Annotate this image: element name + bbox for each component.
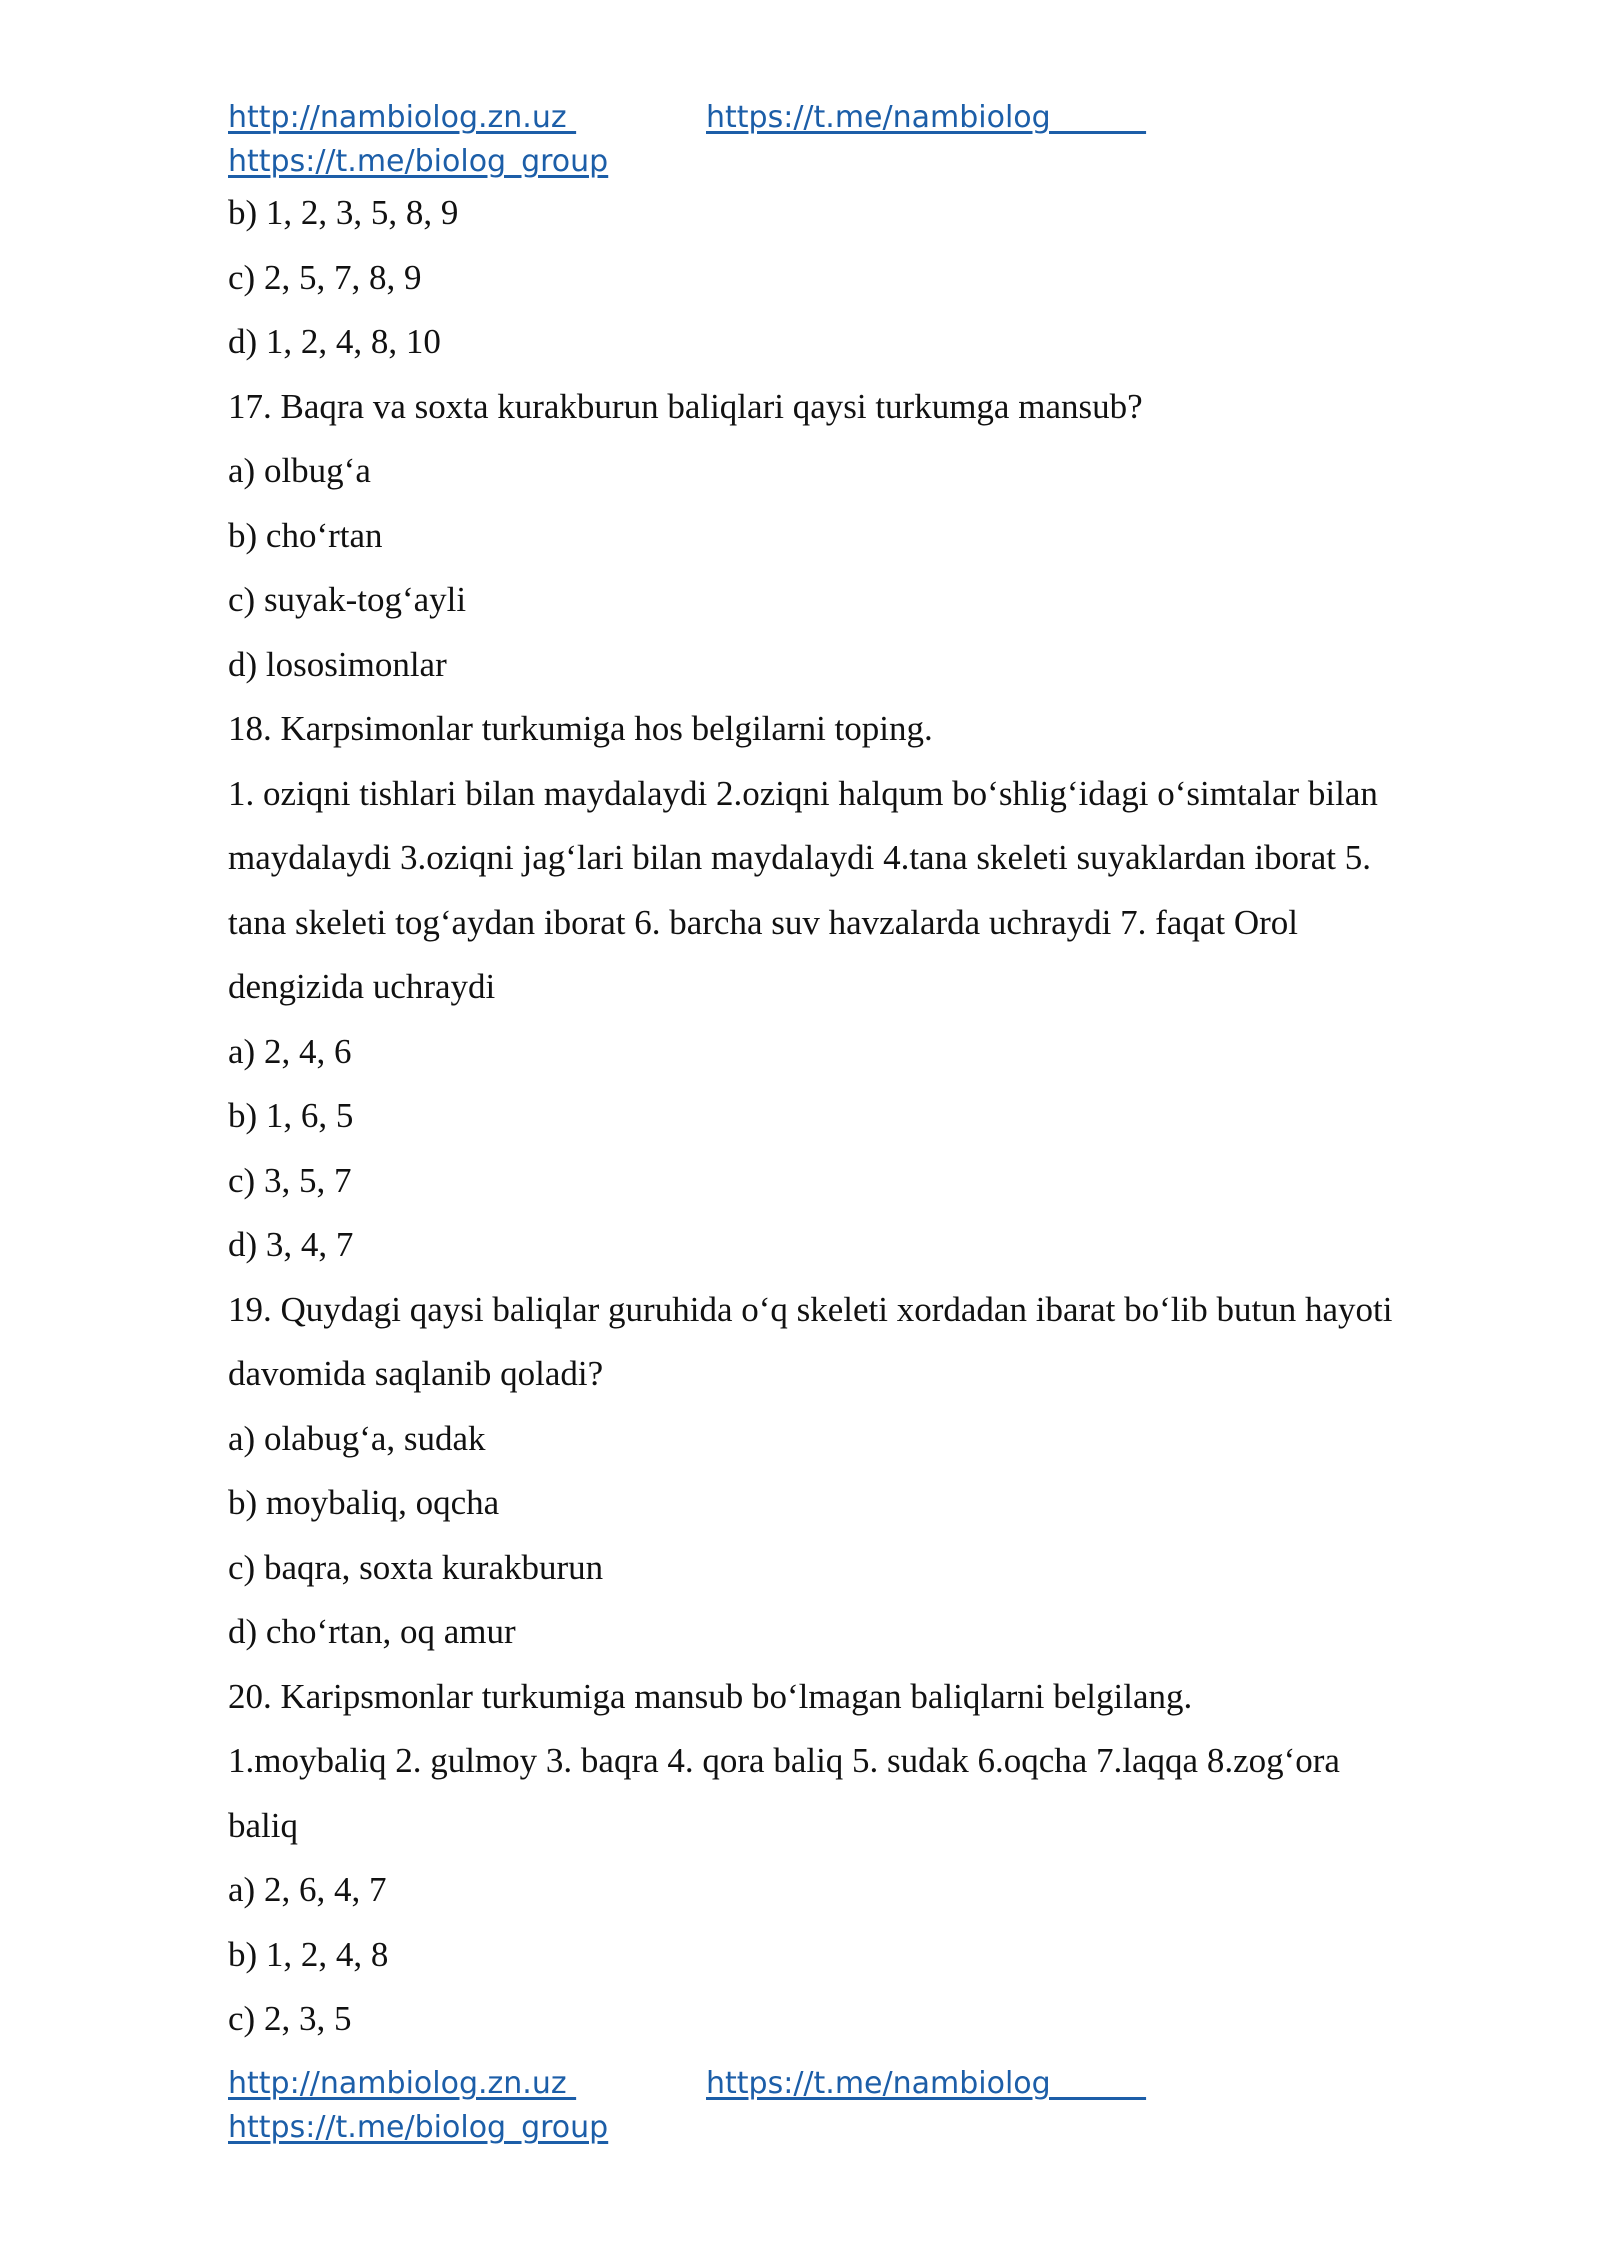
question-text-line: dengizida uchraydi [228,967,496,1006]
question-20: 20. Karipsmonlar turkumiga mansub bo‘lmagan baliqlarni belgilang. [228,1676,1193,1716]
answer-option: d) cho‘rtan, oq amur [228,1612,516,1651]
header-link-group[interactable]: https://t.me/biolog_group [228,144,609,179]
footer-link-site[interactable]: http://nambiolog.zn.uz [228,2066,577,2101]
answer-option: c) 2, 3, 5 [228,1999,352,2038]
answer-option: a) 2, 6, 4, 7 [228,1870,387,1909]
answer-option: a) olbug‘a [228,451,371,490]
answer-option: a) olabug‘a, sudak [228,1418,486,1458]
answer-option: b) 1, 2, 4, 8 [228,1934,389,1974]
question-text-line: maydalaydi 3.oziqni jag‘lari bilan maydalaydi 4.tana skeleti suyaklardan iborat 5. [228,838,1371,877]
footer-link-telegram[interactable]: https://t.me/nambiolog [706,2066,1147,2101]
document-body [228,181,1478,2052]
question-text-line: davomida saqlanib qoladi? [228,1354,604,1393]
question-text-line: 1.moybaliq 2. gulmoy 3. baqra 4. qora baliq 5. sudak 6.oqcha 7.laqqa 8.zog‘ora [228,1741,1340,1780]
question-17: 17. Baqra va soxta kurakburun baliqlari qaysi turkumga mansub? [228,386,1143,426]
answer-option: d) lososimonlar [228,644,447,684]
answer-option: b) 1, 2, 3, 5, 8, 9 [228,193,459,232]
answer-option: b) moybaliq, oqcha [228,1483,500,1522]
answer-option: a) 2, 4, 6 [228,1031,352,1071]
header-link-site[interactable]: http://nambiolog.zn.uz [228,100,577,135]
question-text-line: 1. oziqni tishlari bilan maydalaydi 2.oziqni halqum bo‘shlig‘idagi o‘simtalar bilan [228,773,1378,813]
answer-option: b) 1, 6, 5 [228,1096,354,1135]
answer-option: d) 3, 4, 7 [228,1225,354,1264]
answer-option: c) suyak-tog‘ayli [228,580,467,619]
answer-option: c) 2, 5, 7, 8, 9 [228,257,422,297]
footer-link-group[interactable]: https://t.me/biolog_group [228,2110,609,2145]
question-text-line: baliq [228,1805,298,1845]
answer-option: d) 1, 2, 4, 8, 10 [228,322,441,361]
header-link-telegram[interactable]: https://t.me/nambiolog [706,100,1147,135]
header-links-row-2 [228,140,608,184]
answer-option: b) cho‘rtan [228,515,383,555]
answer-option: c) 3, 5, 7 [228,1160,352,1200]
question-19: 19. Quydagi qaysi baliqlar guruhida o‘q skeleti xordadan ibarat bo‘lib butun hayoti [228,1289,1393,1329]
footer-links-row-2 [228,2106,608,2150]
question-text-line: tana skeleti tog‘aydan iborat 6. barcha suv havzalarda uchraydi 7. faqat Orol [228,902,1298,942]
question-18: 18. Karpsimonlar turkumiga hos belgilarni toping. [228,709,933,748]
answer-option: c) baqra, soxta kurakburun [228,1547,604,1587]
